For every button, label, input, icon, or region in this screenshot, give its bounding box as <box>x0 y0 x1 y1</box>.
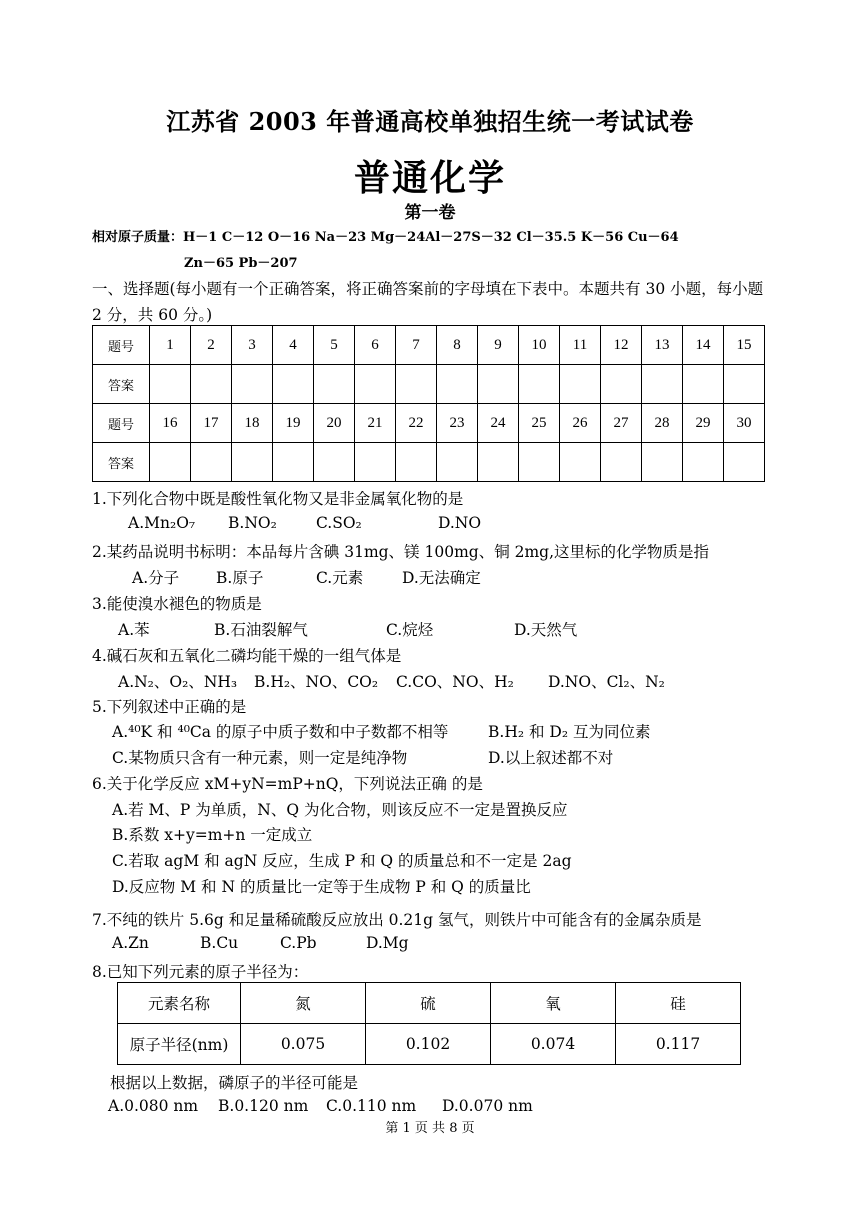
q3-option-d: D.天然气 <box>514 621 578 639</box>
table-row <box>118 1024 741 1065</box>
table-cell: 14 <box>683 326 724 365</box>
answer-cell[interactable] <box>601 365 642 404</box>
q1-option-d: D.NO <box>438 514 482 532</box>
answer-cell[interactable] <box>683 365 724 404</box>
table-cell: 0.102 <box>366 1024 491 1065</box>
q6-option-b: B.系数 x+y=m+n 一定成立 <box>112 826 313 844</box>
answer-cell[interactable] <box>396 443 437 482</box>
q5-option-b: B.H₂ 和 D₂ 互为同位素 <box>488 723 651 741</box>
q2-option-c: C.元素 <box>316 569 364 587</box>
q1-option-b: B.NO₂ <box>228 514 277 532</box>
q2-option-b: B.原子 <box>216 569 264 587</box>
answer-cell[interactable] <box>437 443 478 482</box>
question-6: 6.关于化学反应 xM+yN=mP+nQ，下列说法正确 的是 <box>92 775 483 793</box>
q4-option-a: A.N₂、O₂、NH₃ <box>118 673 238 691</box>
table-cell: 17 <box>191 404 232 443</box>
q8-option-d: D.0.070 nm <box>442 1097 533 1115</box>
q6-option-a: A.若 M、P 为单质，N、Q 为化合物，则该反应不一定是置换反应 <box>112 801 568 819</box>
q4-option-c: C.CO、NO、H₂ <box>396 673 514 691</box>
answer-cell[interactable] <box>560 443 601 482</box>
answer-cell[interactable] <box>601 443 642 482</box>
page-footer: 第 1 页 共 8 页 <box>385 1121 475 1136</box>
table-row <box>118 983 741 1024</box>
table-cell: 29 <box>683 404 724 443</box>
q3-option-c: C.烷烃 <box>386 621 434 639</box>
table-cell: 硫 <box>366 983 491 1024</box>
table-cell: 23 <box>437 404 478 443</box>
exam-title: 江苏省 2003 年普通高校单独招生统一考试试卷 <box>166 107 694 136</box>
answer-cell[interactable] <box>724 443 765 482</box>
table-cell: 硅 <box>616 983 741 1024</box>
table-cell: 27 <box>601 404 642 443</box>
answer-cell[interactable] <box>150 443 191 482</box>
table-cell: 氮 <box>241 983 366 1024</box>
q5-option-a: A.⁴⁰K 和 ⁴⁰Ca 的原子中质子数和中子数都不相等 <box>112 723 449 741</box>
q7-option-c: C.Pb <box>280 934 317 952</box>
q6-option-c: C.若取 agM 和 agN 反应，生成 P 和 Q 的质量总和不一定是 2ag <box>112 852 572 870</box>
q3-option-a: A.苯 <box>118 621 150 639</box>
table-cell: 26 <box>560 404 601 443</box>
question-8-stem: 根据以上数据，磷原子的半径可能是 <box>110 1074 359 1092</box>
table-cell: 0.074 <box>491 1024 616 1065</box>
table-cell: 11 <box>560 326 601 365</box>
table-cell: 7 <box>396 326 437 365</box>
q8-option-c: C.0.110 nm <box>326 1097 417 1115</box>
answer-cell[interactable] <box>642 443 683 482</box>
atomic-radius-table <box>117 982 741 1065</box>
table-cell: 28 <box>642 404 683 443</box>
question-4: 4.碱石灰和五氧化二磷均能干燥的一组气体是 <box>92 647 402 665</box>
q5-option-c: C.某物质只含有一种元素，则一定是纯净物 <box>112 749 408 767</box>
volume-title: 第一卷 <box>404 203 456 223</box>
table-cell: 答案 <box>93 365 150 404</box>
q3-option-b: B.石油裂解气 <box>214 621 308 639</box>
table-cell: 25 <box>519 404 560 443</box>
table-cell: 0.075 <box>241 1024 366 1065</box>
table-cell: 0.117 <box>616 1024 741 1065</box>
q5-option-d: D.以上叙述都不对 <box>488 749 614 767</box>
table-cell: 9 <box>478 326 519 365</box>
q8-option-a: A.0.080 nm <box>108 1097 199 1115</box>
table-row <box>93 365 765 404</box>
table-cell: 15 <box>724 326 765 365</box>
question-5: 5.下列叙述中正确的是 <box>92 698 247 716</box>
answer-cell[interactable] <box>560 365 601 404</box>
table-cell: 3 <box>232 326 273 365</box>
table-cell: 18 <box>232 404 273 443</box>
table-cell: 氧 <box>491 983 616 1024</box>
answer-cell[interactable] <box>437 365 478 404</box>
answer-cell[interactable] <box>191 365 232 404</box>
table-cell: 8 <box>437 326 478 365</box>
answer-cell[interactable] <box>683 443 724 482</box>
q4-option-d: D.NO、Cl₂、N₂ <box>548 673 665 691</box>
q8-option-b: B.0.120 nm <box>218 1097 309 1115</box>
table-cell: 题号 <box>93 404 150 443</box>
subject-title: 普通化学 <box>353 157 506 199</box>
table-row <box>93 326 765 365</box>
table-cell: 22 <box>396 404 437 443</box>
table-cell: 30 <box>724 404 765 443</box>
table-cell: 2 <box>191 326 232 365</box>
question-7: 7.不纯的铁片 5.6g 和足量稀硫酸反应放出 0.21g 氢气，则铁片中可能含有的金属杂质是 <box>92 911 702 929</box>
answer-cell[interactable] <box>396 365 437 404</box>
table-cell: 元素名称 <box>118 983 241 1024</box>
table-cell: 24 <box>478 404 519 443</box>
table-row <box>93 404 765 443</box>
table-cell: 12 <box>601 326 642 365</box>
table-cell: 答案 <box>93 443 150 482</box>
q2-option-d: D.无法确定 <box>402 569 481 587</box>
table-cell: 13 <box>642 326 683 365</box>
answer-cell[interactable] <box>519 443 560 482</box>
answer-cell[interactable] <box>355 365 396 404</box>
answer-cell[interactable] <box>724 365 765 404</box>
q1-option-a: A.Mn₂O₇ <box>128 514 196 532</box>
answer-cell[interactable] <box>478 443 519 482</box>
answer-cell[interactable] <box>314 443 355 482</box>
table-cell: 5 <box>314 326 355 365</box>
q6-option-d: D.反应物 M 和 N 的质量比一定等于生成物 P 和 Q 的质量比 <box>112 878 531 896</box>
atomic-mass-line-2: Zn－65 Pb－207 <box>184 256 298 271</box>
q7-option-b: B.Cu <box>200 934 239 952</box>
question-8: 8.已知下列元素的原子半径为： <box>92 963 309 981</box>
table-cell: 原子半径(nm) <box>118 1024 241 1065</box>
q7-option-d: D.Mg <box>366 934 409 952</box>
atomic-mass-line-1: 相对原子质量：H－1 C－12 O－16 Na－23 Mg－24Al－27S－32 Cl－35.5 K－56 Cu－64 <box>92 230 679 245</box>
table-cell: 20 <box>314 404 355 443</box>
answer-cell[interactable] <box>232 443 273 482</box>
answer-cell[interactable] <box>273 443 314 482</box>
answer-cell[interactable] <box>519 365 560 404</box>
table-cell: 6 <box>355 326 396 365</box>
answer-cell[interactable] <box>478 365 519 404</box>
answer-cell[interactable] <box>150 365 191 404</box>
table-cell: 1 <box>150 326 191 365</box>
table-cell: 19 <box>273 404 314 443</box>
q1-option-c: C.SO₂ <box>316 514 362 532</box>
answer-cell[interactable] <box>232 365 273 404</box>
answer-cell[interactable] <box>191 443 232 482</box>
table-row <box>93 443 765 482</box>
answer-cell[interactable] <box>273 365 314 404</box>
table-cell: 16 <box>150 404 191 443</box>
section-instructions: 一、选择题(每小题有一个正确答案，将正确答案前的字母填在下表中。本题共有 30 小题，每小题 2 分，共 60 分。) <box>92 280 764 324</box>
q7-option-a: A.Zn <box>112 934 149 952</box>
question-1: 1.下列化合物中既是酸性氧化物又是非金属氧化物的是 <box>92 490 464 508</box>
question-3: 3.能使溴水褪色的物质是 <box>92 595 262 613</box>
answer-cell[interactable] <box>642 365 683 404</box>
table-cell: 题号 <box>93 326 150 365</box>
q2-option-a: A.分子 <box>132 569 180 587</box>
table-cell: 21 <box>355 404 396 443</box>
answer-table <box>92 325 765 482</box>
answer-cell[interactable] <box>355 443 396 482</box>
table-cell: 4 <box>273 326 314 365</box>
question-2: 2.某药品说明书标明：本品每片含碘 31mg、镁 100mg、铜 2mg,这里标的化学物质是指 <box>92 543 710 561</box>
table-cell: 10 <box>519 326 560 365</box>
q4-option-b: B.H₂、NO、CO₂ <box>254 673 379 691</box>
answer-cell[interactable] <box>314 365 355 404</box>
